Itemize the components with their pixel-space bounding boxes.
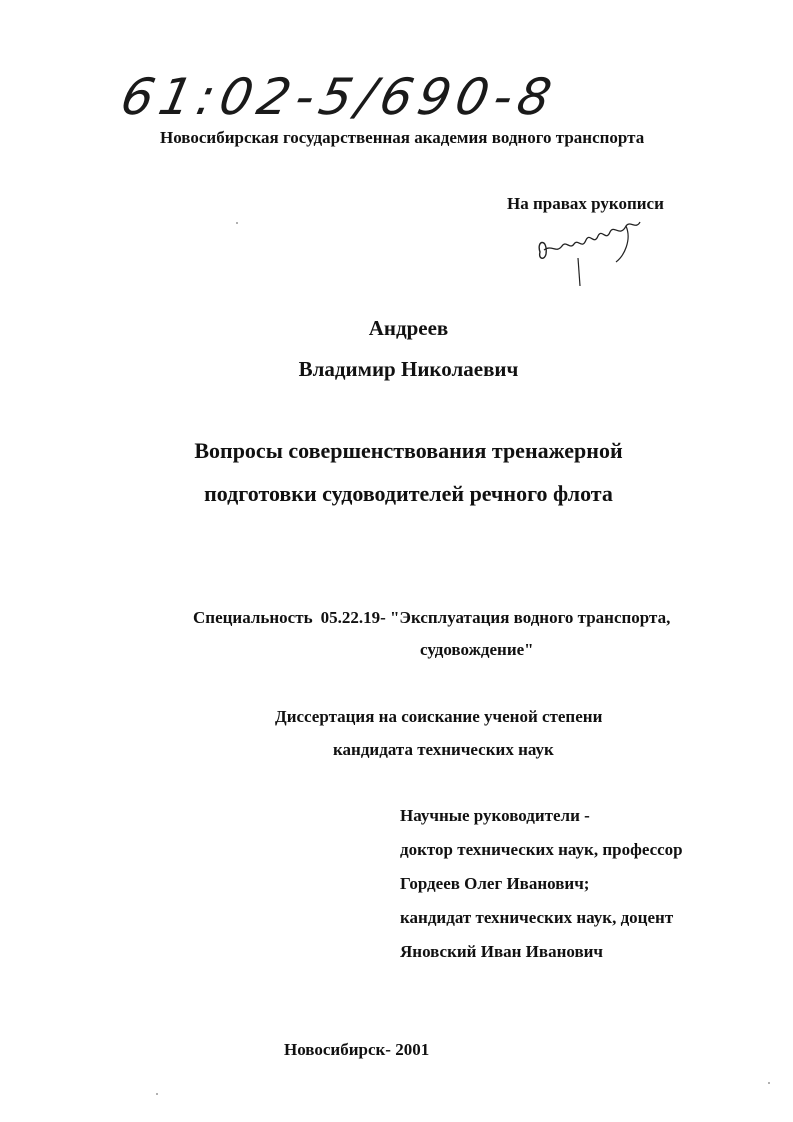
specialty-line-2: судовождение" — [420, 640, 534, 659]
specialty-line-1 — [193, 608, 670, 628]
city-year: Новосибирск- 2001 — [284, 1040, 430, 1059]
supervisor-line: кандидат технических наук, доцент — [400, 908, 674, 927]
supervisors-heading: Научные руководители - — [400, 806, 590, 825]
institution-name: Новосибирская государственная академия водного транспорта — [160, 128, 645, 147]
specialty-code: 05.22.19- "Эксплуатация водного транспорта, — [320, 608, 671, 627]
supervisor-line: Гордеев Олег Иванович; — [400, 874, 590, 893]
scan-speck — [236, 222, 238, 224]
thesis-title-line-1: Вопросы совершенствования тренажерной — [194, 438, 623, 463]
thesis-title-line-2: подготовки судоводителей речного флота — [204, 481, 613, 506]
archive-number-handwritten: 61:02-5/690-8 — [115, 68, 563, 126]
scan-speck — [156, 1093, 158, 1095]
dissertation-line-2: кандидата технических наук — [333, 740, 554, 759]
supervisor-line: доктор технических наук, профессор — [400, 840, 683, 859]
scan-speck — [768, 1082, 770, 1084]
manuscript-rights-label: На правах рукописи — [507, 194, 664, 213]
specialty-label: Специальность — [193, 608, 313, 627]
author-surname: Андреев — [368, 316, 449, 340]
dissertation-line-1: Диссертация на соискание ученой степени — [275, 707, 603, 726]
author-signature — [528, 210, 648, 290]
supervisor-line: Яновский Иван Иванович — [400, 942, 604, 961]
author-name: Владимир Николаевич — [298, 357, 519, 381]
